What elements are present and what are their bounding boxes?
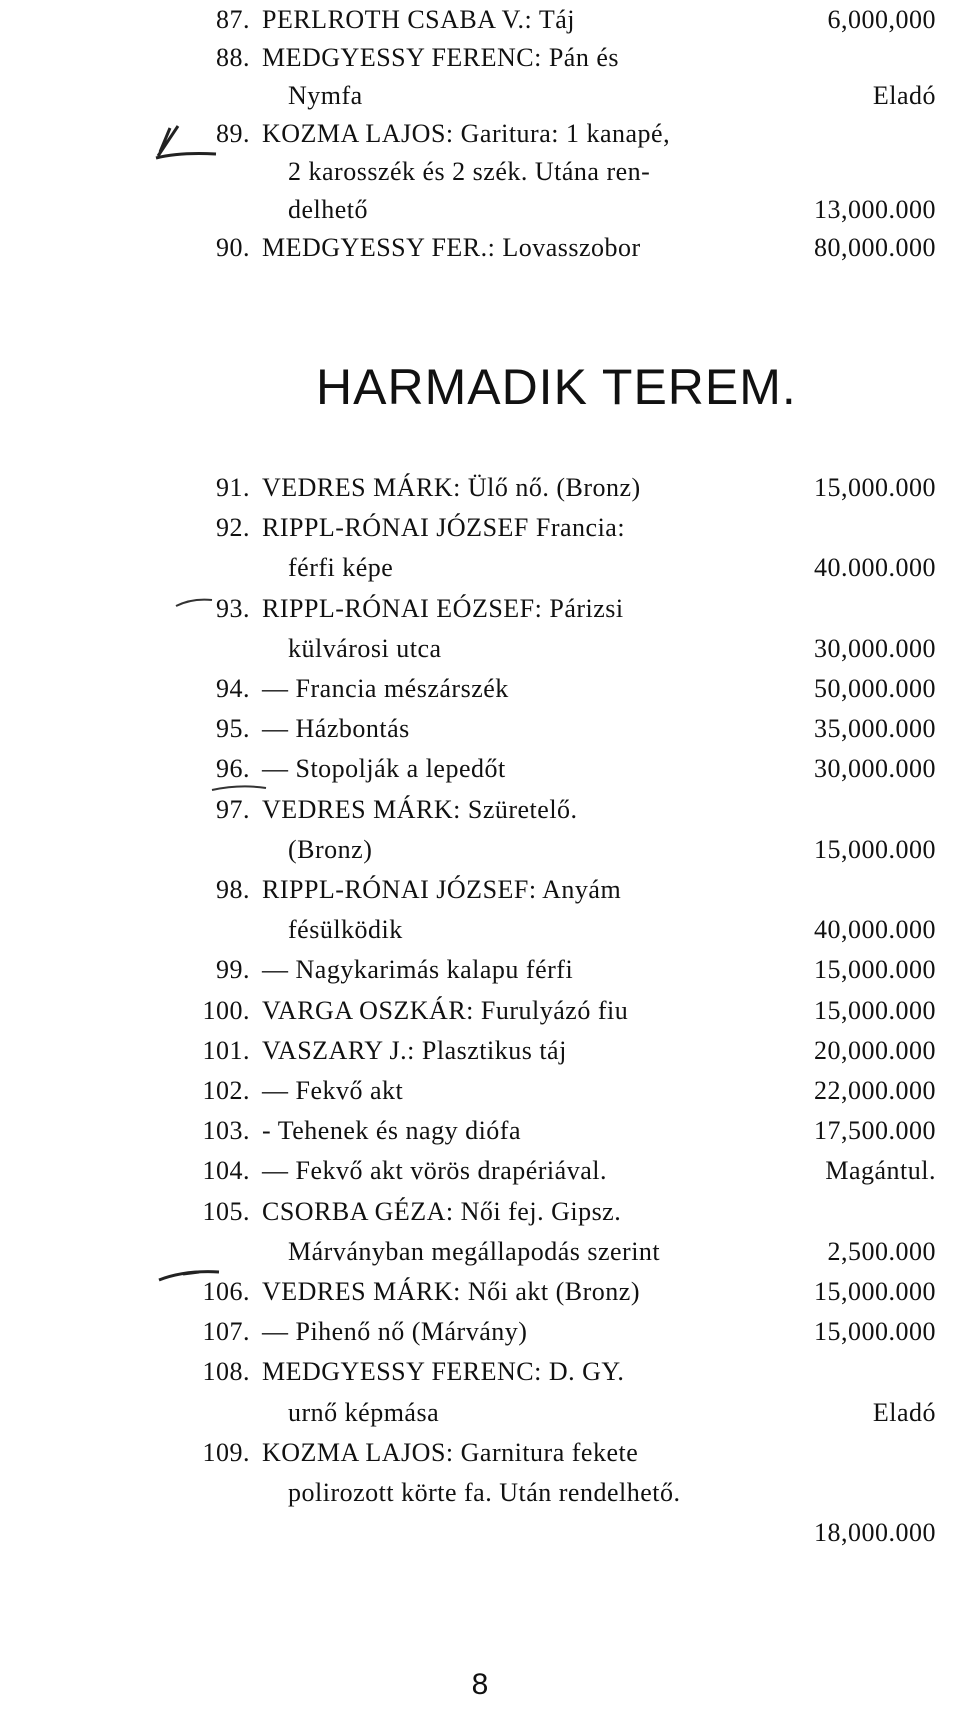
- catalogue-entry: [0, 1272, 960, 1312]
- catalogue-entry: [0, 0, 960, 40]
- entry-text: RIPPL-RÓNAI JÓZSEF Francia:: [262, 513, 626, 543]
- entry-number: 97.: [216, 794, 250, 824]
- catalogue-entry: [0, 1232, 960, 1272]
- catalogue-entry: [0, 669, 960, 709]
- entry-text: urnő képmása: [288, 1397, 440, 1427]
- catalogue-entry: [0, 910, 960, 950]
- catalogue-entry: [0, 870, 960, 910]
- catalogue-entry: [0, 508, 960, 548]
- entry-text: MEDGYESSY FERENC: D. GY.: [262, 1357, 625, 1387]
- catalogue-entry: [0, 629, 960, 669]
- catalogue-entry: [0, 1473, 960, 1513]
- entry-text: — Házbontás: [262, 714, 410, 744]
- entry-price: 35,000.000: [814, 714, 936, 744]
- entry-price: Eladó: [872, 1397, 936, 1427]
- entry-price: Eladó: [872, 81, 936, 110]
- entry-number: 108.: [202, 1357, 250, 1387]
- catalogue-entry: [0, 991, 960, 1031]
- catalogue-entry: [0, 114, 960, 154]
- entry-price: 15,000.000: [814, 473, 936, 502]
- entry-price: 15,000.000: [814, 834, 936, 864]
- catalogue-entry: [0, 228, 960, 268]
- entry-price: 18,000.000: [814, 1518, 936, 1548]
- entry-price: Magántul.: [825, 1156, 936, 1186]
- entry-text: — Fekvő akt vörös drapériával.: [262, 1156, 607, 1186]
- entry-text: - Tehenek és nagy diófa: [262, 1116, 521, 1146]
- entry-text: polirozott körte fa. Után rendelhető.: [288, 1478, 681, 1507]
- entry-price: 15,000.000: [814, 995, 936, 1025]
- catalogue-entry: [0, 709, 960, 749]
- entry-text: PERLROTH CSABA V.: Táj: [262, 5, 575, 34]
- entry-price: 17,500.000: [814, 1116, 936, 1146]
- entry-text: RIPPL-RÓNAI JÓZSEF: Anyám: [262, 875, 622, 904]
- entry-price: 2,500.000: [827, 1236, 936, 1266]
- entry-text: (Bronz): [288, 834, 373, 864]
- entry-number: 98.: [216, 875, 250, 904]
- catalogue-entry: [0, 1352, 960, 1392]
- entry-text: RIPPL-RÓNAI EÓZSEF: Párizsi: [262, 593, 624, 623]
- entry-text: fésülködik: [288, 915, 403, 945]
- entry-text: — Nagykarimás kalapu férfi: [262, 955, 574, 985]
- entry-text: — Pihenő nő (Márvány): [262, 1317, 528, 1347]
- entry-text: — Stopolják a lepedőt: [262, 754, 506, 784]
- entry-number: 91.: [216, 473, 250, 502]
- entry-price: 15,000.000: [814, 1317, 936, 1347]
- entry-text: delhető: [288, 195, 369, 224]
- entry-text: VEDRES MÁRK: Női akt (Bronz): [262, 1277, 640, 1306]
- page-number: 8: [471, 1668, 489, 1701]
- entry-number: 103.: [202, 1116, 250, 1146]
- catalogue-entry: [0, 1151, 960, 1191]
- catalogue-entry: [0, 589, 960, 629]
- entry-text: férfi képe: [288, 553, 394, 583]
- catalogue-entry: [0, 1513, 960, 1553]
- entry-number: 89.: [216, 119, 250, 148]
- entry-number: 100.: [202, 995, 250, 1025]
- catalogue-entry: [0, 1111, 960, 1151]
- catalogue-entry: [0, 468, 960, 508]
- entry-price: 15,000.000: [814, 1277, 936, 1306]
- entry-number: 99.: [216, 955, 250, 985]
- entry-text: VASZARY J.: Plasztikus táj: [262, 1035, 567, 1065]
- catalogue-entry: [0, 152, 960, 192]
- entry-number: 101.: [202, 1035, 250, 1065]
- entry-number: 87.: [216, 5, 250, 34]
- entry-price: 6,000,000: [827, 5, 936, 34]
- entry-text: VARGA OSZKÁR: Furulyázó fiu: [262, 995, 629, 1025]
- entry-price: 50,000.000: [814, 674, 936, 703]
- entry-text: — Francia mészárszék: [262, 674, 509, 703]
- pencil-tick-icon: [172, 590, 222, 630]
- entry-text: KOZMA LAJOS: Garnitura fekete: [262, 1437, 639, 1467]
- entry-number: 93.: [216, 593, 250, 623]
- catalogue-entry: [0, 1071, 960, 1111]
- catalogue-entry: [0, 1312, 960, 1352]
- entry-text: 2 karosszék és 2 szék. Utána ren-: [288, 157, 651, 186]
- entry-price: 22,000.000: [814, 1076, 936, 1105]
- entry-text: VEDRES MÁRK: Szüretelő.: [262, 794, 578, 824]
- entry-price: 20,000.000: [814, 1035, 936, 1065]
- entry-price: 30,000.000: [814, 754, 936, 784]
- catalogue-entry: [0, 830, 960, 870]
- catalogue-entry: [0, 38, 960, 78]
- entry-number: 96.: [216, 754, 250, 784]
- catalogue-entry: [0, 548, 960, 588]
- pencil-dash-mark-icon: [155, 1258, 225, 1288]
- entry-number: 95.: [216, 714, 250, 744]
- catalogue-entry: [0, 190, 960, 230]
- entry-text: CSORBA GÉZA: Női fej. Gipsz.: [262, 1196, 622, 1226]
- entry-text: Márványban megállapodás szerint: [288, 1236, 661, 1266]
- entry-price: 30,000.000: [814, 633, 936, 663]
- catalogue-entry: [0, 1433, 960, 1473]
- catalogue-entry: [0, 1031, 960, 1071]
- entry-number: 105.: [202, 1196, 250, 1226]
- entry-number: 102.: [202, 1076, 250, 1105]
- entry-text: VEDRES MÁRK: Ülő nő. (Bronz): [262, 473, 641, 502]
- catalogue-entry: [0, 749, 960, 789]
- entry-price: 40,000.000: [814, 915, 936, 945]
- catalogue-entry: [0, 1393, 960, 1433]
- entry-price: 13,000.000: [814, 195, 936, 224]
- entry-number: 88.: [216, 43, 250, 72]
- pencil-check-mark-icon: [150, 122, 220, 172]
- entry-number: 90.: [216, 233, 250, 262]
- entry-price: 15,000.000: [814, 955, 936, 985]
- catalogue-entry: [0, 950, 960, 990]
- entry-number: 107.: [202, 1317, 250, 1347]
- entry-text: — Fekvő akt: [262, 1076, 404, 1105]
- entry-number: 106.: [202, 1277, 250, 1306]
- catalogue-entry: [0, 790, 960, 830]
- pencil-underline-icon: [210, 780, 270, 800]
- section-heading: HARMADIK TEREM.: [316, 359, 797, 415]
- entry-number: 109.: [202, 1437, 250, 1467]
- entry-price: 40.000.000: [814, 553, 936, 583]
- entry-text: MEDGYESSY FERENC: Pán és: [262, 43, 620, 72]
- entry-price: 80,000.000: [814, 233, 936, 262]
- catalogue-entry: [0, 76, 960, 116]
- entry-number: 104.: [202, 1156, 250, 1186]
- catalogue-entry: [0, 1192, 960, 1232]
- entry-text: külvárosi utca: [288, 633, 442, 663]
- entry-number: 94.: [216, 674, 250, 703]
- entry-text: Nymfa: [288, 81, 363, 110]
- entry-number: 92.: [216, 513, 250, 543]
- entry-text: MEDGYESSY FER.: Lovasszobor: [262, 233, 641, 262]
- entry-text: KOZMA LAJOS: Garitura: 1 kanapé,: [262, 119, 671, 148]
